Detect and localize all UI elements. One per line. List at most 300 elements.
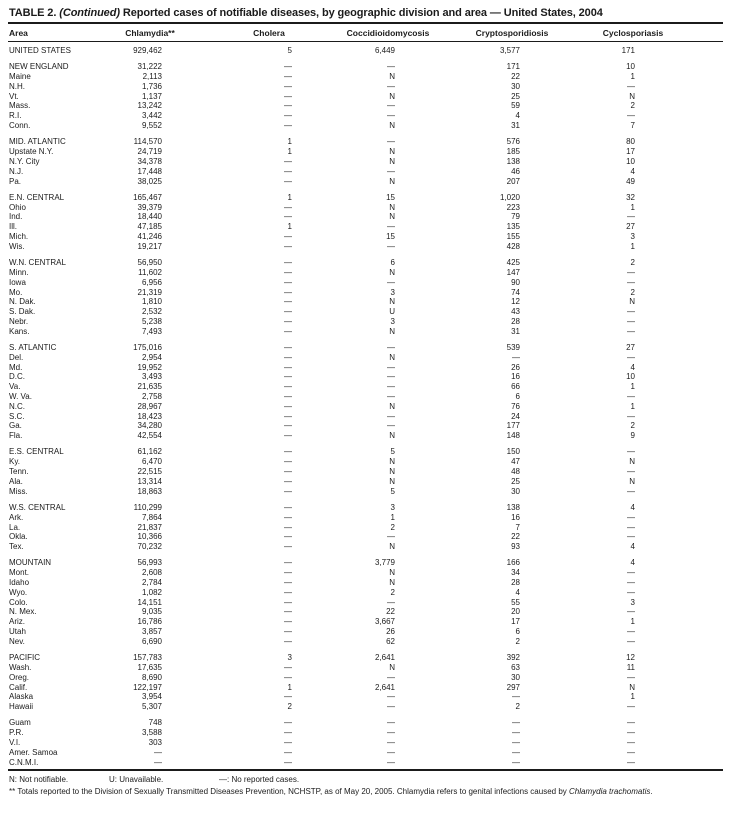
value-cell: N xyxy=(389,72,395,82)
table-row xyxy=(8,327,723,337)
value-cell: 3 xyxy=(390,316,395,326)
value-cell: — xyxy=(387,382,395,392)
value-cell: 61,162 xyxy=(137,447,162,457)
value-cell: 49 xyxy=(626,176,635,186)
filler-cell xyxy=(708,382,723,392)
value-cell: 6 xyxy=(515,392,520,401)
value-cell: — xyxy=(387,672,395,682)
area-cell: Ky. xyxy=(9,457,20,467)
value-cell: 13,242 xyxy=(137,101,162,111)
table-row xyxy=(8,297,723,307)
value-cell: — xyxy=(627,267,635,277)
value-cell: 2 xyxy=(390,587,395,597)
value-cell: — xyxy=(627,316,635,326)
value-cell: 3,667 xyxy=(374,617,395,627)
table-row xyxy=(8,42,723,56)
table-row xyxy=(8,203,723,213)
area-cell: Upstate N.Y. xyxy=(9,147,54,157)
filler-cell xyxy=(708,402,723,412)
value-cell: 122,197 xyxy=(133,682,162,692)
table-row xyxy=(8,758,723,771)
filler-cell xyxy=(708,62,723,72)
value-cell: 42,554 xyxy=(137,431,162,441)
filler-cell xyxy=(708,392,723,402)
value-cell: 392 xyxy=(506,653,520,663)
value-cell: 1 xyxy=(630,202,635,212)
value-cell: — xyxy=(284,352,292,362)
filler-cell xyxy=(708,578,723,588)
area-cell: S. ATLANTIC xyxy=(9,343,57,353)
value-cell: — xyxy=(387,411,395,421)
value-cell: — xyxy=(284,316,292,326)
value-cell: — xyxy=(284,607,292,617)
area-cell: Ohio xyxy=(9,202,26,212)
value-cell: — xyxy=(284,568,292,578)
table-row xyxy=(8,627,723,637)
value-cell: — xyxy=(627,532,635,542)
table-row xyxy=(8,513,723,523)
area-cell: Maine xyxy=(9,72,31,82)
area-cell: Md. xyxy=(9,362,23,372)
value-cell: 59 xyxy=(511,101,520,111)
table-row xyxy=(8,477,723,487)
value-cell: 1 xyxy=(630,382,635,392)
value-cell: 10 xyxy=(626,62,635,72)
value-cell: 3,577 xyxy=(499,46,520,55)
value-cell: — xyxy=(387,392,395,401)
value-cell: — xyxy=(154,747,162,757)
area-cell: PACIFIC xyxy=(9,653,40,663)
value-cell: 1 xyxy=(390,512,395,522)
table-row xyxy=(8,62,723,72)
table-row xyxy=(8,738,723,748)
value-cell: 3,493 xyxy=(141,372,162,382)
value-cell: N xyxy=(389,297,395,307)
filler-cell xyxy=(708,637,723,647)
area-cell: Pa. xyxy=(9,176,22,186)
value-cell: N xyxy=(629,476,635,486)
filler-cell xyxy=(708,447,723,457)
value-cell: 22 xyxy=(511,72,520,82)
value-cell: — xyxy=(627,522,635,532)
table-row xyxy=(8,568,723,578)
value-cell: 31,222 xyxy=(137,62,162,72)
area-cell: Ga. xyxy=(9,421,22,431)
value-cell: — xyxy=(387,728,395,738)
value-cell: 4 xyxy=(515,111,520,121)
value-cell: — xyxy=(284,512,292,522)
value-cell: — xyxy=(627,352,635,362)
table-row xyxy=(8,663,723,673)
value-cell: 2 xyxy=(630,101,635,111)
area-cell: Wash. xyxy=(9,662,32,672)
value-cell: — xyxy=(284,382,292,392)
value-cell: 185 xyxy=(506,147,520,157)
value-cell: — xyxy=(284,587,292,597)
filler-cell xyxy=(708,288,723,298)
value-cell: 1 xyxy=(630,241,635,251)
header-row xyxy=(8,24,723,42)
value-cell: 34,378 xyxy=(137,156,162,166)
area-cell: Ind. xyxy=(9,212,23,222)
table-row xyxy=(8,258,723,268)
value-cell: — xyxy=(387,718,395,728)
filler-cell xyxy=(708,242,723,252)
table-row xyxy=(8,523,723,533)
col-header-chlamydia: Chlamydia** xyxy=(108,24,213,42)
value-cell: 55 xyxy=(511,597,520,607)
table-row xyxy=(8,578,723,588)
value-cell: 9,552 xyxy=(141,121,162,131)
value-cell: 16 xyxy=(511,512,520,522)
col-header-coccidioidomycosis: Coccidioidomycosis xyxy=(338,24,458,42)
table-row xyxy=(8,317,723,327)
value-cell: N xyxy=(389,401,395,411)
value-cell: 9 xyxy=(630,431,635,441)
table-row xyxy=(8,683,723,693)
value-cell: 1 xyxy=(287,137,292,147)
table-row xyxy=(8,431,723,441)
value-cell: 10,366 xyxy=(137,532,162,542)
value-cell: 27 xyxy=(626,222,635,232)
value-cell: — xyxy=(284,447,292,457)
area-cell: W.S. CENTRAL xyxy=(9,502,66,512)
filler-cell xyxy=(708,72,723,82)
value-cell: 26 xyxy=(386,627,395,637)
value-cell: 10 xyxy=(626,156,635,166)
value-cell: 56,950 xyxy=(137,258,162,268)
notifiable-diseases-table xyxy=(8,24,723,771)
area-cell: NEW ENGLAND xyxy=(9,62,69,72)
value-cell: 27 xyxy=(626,343,635,353)
value-cell: — xyxy=(387,421,395,431)
table-row xyxy=(8,278,723,288)
value-cell: 1 xyxy=(287,222,292,232)
value-cell: — xyxy=(284,597,292,607)
page-title xyxy=(8,5,723,24)
value-cell: 2 xyxy=(390,522,395,532)
value-cell: 13,314 xyxy=(137,476,162,486)
table-row xyxy=(8,268,723,278)
table-row xyxy=(8,702,723,712)
table-row xyxy=(8,193,723,203)
area-cell: E.N. CENTRAL xyxy=(9,192,65,202)
filler-cell xyxy=(708,758,723,771)
value-cell: 14,151 xyxy=(137,597,162,607)
value-cell: 48 xyxy=(511,467,520,477)
value-cell: 80 xyxy=(626,137,635,147)
value-cell: — xyxy=(627,212,635,222)
value-cell: 4 xyxy=(630,502,635,512)
value-cell: 17,635 xyxy=(137,662,162,672)
value-cell: 3,442 xyxy=(141,111,162,121)
value-cell: — xyxy=(387,277,395,287)
area-cell: Amer. Samoa xyxy=(9,747,58,757)
value-cell: — xyxy=(284,72,292,82)
value-cell: 147 xyxy=(506,267,520,277)
value-cell: — xyxy=(627,111,635,121)
footnote-keys xyxy=(9,775,723,786)
area-cell: Conn. xyxy=(9,121,31,131)
value-cell: 20 xyxy=(511,607,520,617)
value-cell: 28 xyxy=(511,316,520,326)
value-cell: 47 xyxy=(511,457,520,467)
table-row xyxy=(8,457,723,467)
value-cell: — xyxy=(627,636,635,646)
value-cell: — xyxy=(284,111,292,121)
area-cell: Okla. xyxy=(9,532,28,542)
value-cell: 1 xyxy=(630,692,635,702)
area-cell: Alaska xyxy=(9,692,34,702)
footnote-text-italic: Chlamydia trachomatis xyxy=(569,786,651,796)
footnotes xyxy=(8,775,723,797)
filler-cell xyxy=(708,82,723,92)
value-cell: — xyxy=(512,728,520,738)
value-cell: 1 xyxy=(630,72,635,82)
footnote-text-after: . xyxy=(650,786,653,796)
value-cell: 3,857 xyxy=(141,627,162,637)
value-cell: 17 xyxy=(626,147,635,157)
area-cell: La. xyxy=(9,522,21,532)
area-cell: C.N.M.I. xyxy=(9,757,39,767)
value-cell: 1,736 xyxy=(141,81,162,91)
filler-cell xyxy=(708,558,723,568)
value-cell: — xyxy=(627,738,635,747)
value-cell: — xyxy=(284,101,292,111)
value-cell: 165,467 xyxy=(133,192,162,202)
value-cell: 31 xyxy=(511,121,520,131)
value-cell: N xyxy=(389,212,395,222)
value-cell: 90 xyxy=(511,277,520,287)
col-header-cryptosporidiosis: Cryptosporidiosis xyxy=(458,24,583,42)
value-cell: 56,993 xyxy=(137,558,162,568)
filler-cell xyxy=(708,457,723,467)
value-cell: — xyxy=(284,62,292,72)
area-cell: N. Dak. xyxy=(9,297,36,307)
value-cell: — xyxy=(387,702,395,712)
table-row xyxy=(8,637,723,647)
value-cell: 22,515 xyxy=(137,467,162,477)
filler-cell xyxy=(708,278,723,288)
footnote-key-not-notifiable: N: Not notifiable. xyxy=(9,775,69,785)
filler-cell xyxy=(708,598,723,608)
value-cell: 1,082 xyxy=(141,587,162,597)
value-cell: 7,864 xyxy=(141,512,162,522)
filler-cell xyxy=(708,343,723,353)
value-cell: — xyxy=(387,62,395,72)
value-cell: — xyxy=(284,232,292,242)
area-cell: S. Dak. xyxy=(9,307,36,317)
value-cell: N xyxy=(389,326,395,336)
table-row xyxy=(8,558,723,568)
value-cell: — xyxy=(627,326,635,336)
area-cell: Colo. xyxy=(9,597,28,607)
table-row xyxy=(8,692,723,702)
value-cell: N xyxy=(389,147,395,157)
table-row xyxy=(8,72,723,82)
value-cell: — xyxy=(284,81,292,91)
table-title-text: Reported cases of notifiable diseases, by geographic division and area — United States, 2004 xyxy=(122,7,603,19)
table-row xyxy=(8,121,723,131)
value-cell: — xyxy=(284,156,292,166)
area-cell: W.N. CENTRAL xyxy=(9,258,66,268)
value-cell: 2,784 xyxy=(141,578,162,588)
area-cell: Tex. xyxy=(9,542,24,552)
value-cell: 2,758 xyxy=(141,392,162,401)
table-row xyxy=(8,421,723,431)
filler-cell xyxy=(708,177,723,187)
filler-cell xyxy=(708,317,723,327)
value-cell: 425 xyxy=(506,258,520,268)
value-cell: — xyxy=(284,277,292,287)
value-cell: 24,719 xyxy=(137,147,162,157)
filler-cell xyxy=(708,297,723,307)
value-cell: N xyxy=(389,352,395,362)
area-cell: P.R. xyxy=(9,728,24,738)
col-header-cyclosporiasis: Cyclosporiasis xyxy=(583,24,708,42)
value-cell: 8,690 xyxy=(141,672,162,682)
filler-cell xyxy=(708,673,723,683)
value-cell: 1 xyxy=(630,617,635,627)
value-cell: — xyxy=(627,568,635,578)
value-cell: 74 xyxy=(511,287,520,297)
area-cell: N.Y. City xyxy=(9,156,40,166)
value-cell: 539 xyxy=(506,343,520,353)
filler-cell xyxy=(708,467,723,477)
value-cell: — xyxy=(284,617,292,627)
table-row xyxy=(8,167,723,177)
table-row xyxy=(8,728,723,738)
value-cell: 41,246 xyxy=(137,232,162,242)
value-cell: N xyxy=(389,467,395,477)
table-header xyxy=(8,24,723,42)
table-row xyxy=(8,177,723,187)
value-cell: 26 xyxy=(511,362,520,372)
value-cell: 3,779 xyxy=(374,558,395,568)
value-cell: 43 xyxy=(511,307,520,317)
area-cell: Ala. xyxy=(9,476,23,486)
area-cell: Minn. xyxy=(9,267,29,277)
table-row xyxy=(8,372,723,382)
value-cell: 22 xyxy=(386,607,395,617)
value-cell: — xyxy=(284,627,292,637)
filler-cell xyxy=(708,692,723,702)
value-cell: 34 xyxy=(511,568,520,578)
filler-cell xyxy=(708,748,723,758)
area-cell: D.C. xyxy=(9,372,25,382)
filler-cell xyxy=(708,532,723,542)
filler-cell xyxy=(708,232,723,242)
value-cell: 32 xyxy=(626,192,635,202)
value-cell: 18,440 xyxy=(137,212,162,222)
value-cell: — xyxy=(627,467,635,477)
value-cell: 171 xyxy=(506,62,520,72)
value-cell: 3 xyxy=(390,502,395,512)
value-cell: — xyxy=(627,392,635,401)
value-cell: 2 xyxy=(515,636,520,646)
value-cell: — xyxy=(627,307,635,317)
value-cell: N xyxy=(389,662,395,672)
value-cell: 5 xyxy=(287,46,292,55)
value-cell: 5 xyxy=(390,447,395,457)
filler-cell xyxy=(708,121,723,131)
filler-cell xyxy=(708,258,723,268)
value-cell: — xyxy=(627,486,635,496)
filler-cell xyxy=(708,101,723,111)
value-cell: 2,608 xyxy=(141,568,162,578)
table-row xyxy=(8,532,723,542)
value-cell: N xyxy=(389,431,395,441)
value-cell: 135 xyxy=(506,222,520,232)
value-cell: 7,493 xyxy=(141,326,162,336)
value-cell: 4 xyxy=(515,587,520,597)
area-cell: Vt. xyxy=(9,91,19,101)
value-cell: 171 xyxy=(621,46,635,55)
value-cell: 25 xyxy=(511,91,520,101)
area-cell: Mont. xyxy=(9,568,30,578)
value-cell: — xyxy=(627,728,635,738)
value-cell: — xyxy=(387,81,395,91)
footnote-text-before: Totals reported to the Division of Sexually Transmitted Diseases Prevention, NCHSTP, as of May 20, 2005. Chlamydia refers to genital infections caused by xyxy=(17,786,569,796)
table-row xyxy=(8,392,723,402)
value-cell: 47,185 xyxy=(137,222,162,232)
value-cell: 2 xyxy=(515,702,520,712)
filler-cell xyxy=(708,523,723,533)
table-row xyxy=(8,447,723,457)
value-cell: — xyxy=(627,747,635,757)
table-row xyxy=(8,212,723,222)
value-cell: 17,448 xyxy=(137,166,162,176)
filler-cell xyxy=(708,542,723,552)
value-cell: 1,810 xyxy=(141,297,162,307)
value-cell: — xyxy=(284,241,292,251)
value-cell: 30 xyxy=(511,81,520,91)
value-cell: N xyxy=(629,297,635,307)
value-cell: N xyxy=(389,542,395,552)
value-cell: — xyxy=(627,718,635,728)
filler-cell xyxy=(708,147,723,157)
value-cell: 30 xyxy=(511,486,520,496)
value-cell: — xyxy=(284,326,292,336)
filler-cell xyxy=(708,627,723,637)
value-cell: 17 xyxy=(511,617,520,627)
value-cell: 6,449 xyxy=(374,46,395,55)
value-cell: — xyxy=(387,241,395,251)
area-cell: Va. xyxy=(9,382,21,392)
value-cell: 150 xyxy=(506,447,520,457)
value-cell: 15 xyxy=(386,192,395,202)
value-cell: 1,137 xyxy=(141,91,162,101)
value-cell: 4 xyxy=(630,542,635,552)
value-cell: — xyxy=(387,532,395,542)
value-cell: 138 xyxy=(506,156,520,166)
value-cell: — xyxy=(512,757,520,767)
table-row xyxy=(8,718,723,728)
value-cell: 6 xyxy=(515,627,520,637)
area-cell: Hawaii xyxy=(9,702,34,712)
filler-cell xyxy=(708,617,723,627)
table-row xyxy=(8,412,723,422)
filler-cell xyxy=(708,353,723,363)
value-cell: 303 xyxy=(148,738,162,747)
value-cell: 4 xyxy=(630,166,635,176)
table-body xyxy=(8,42,723,771)
value-cell: — xyxy=(627,447,635,457)
table-title-continued: (Continued) xyxy=(59,7,120,19)
value-cell: 114,570 xyxy=(133,137,162,147)
value-cell: 2 xyxy=(630,421,635,431)
value-cell: — xyxy=(627,81,635,91)
